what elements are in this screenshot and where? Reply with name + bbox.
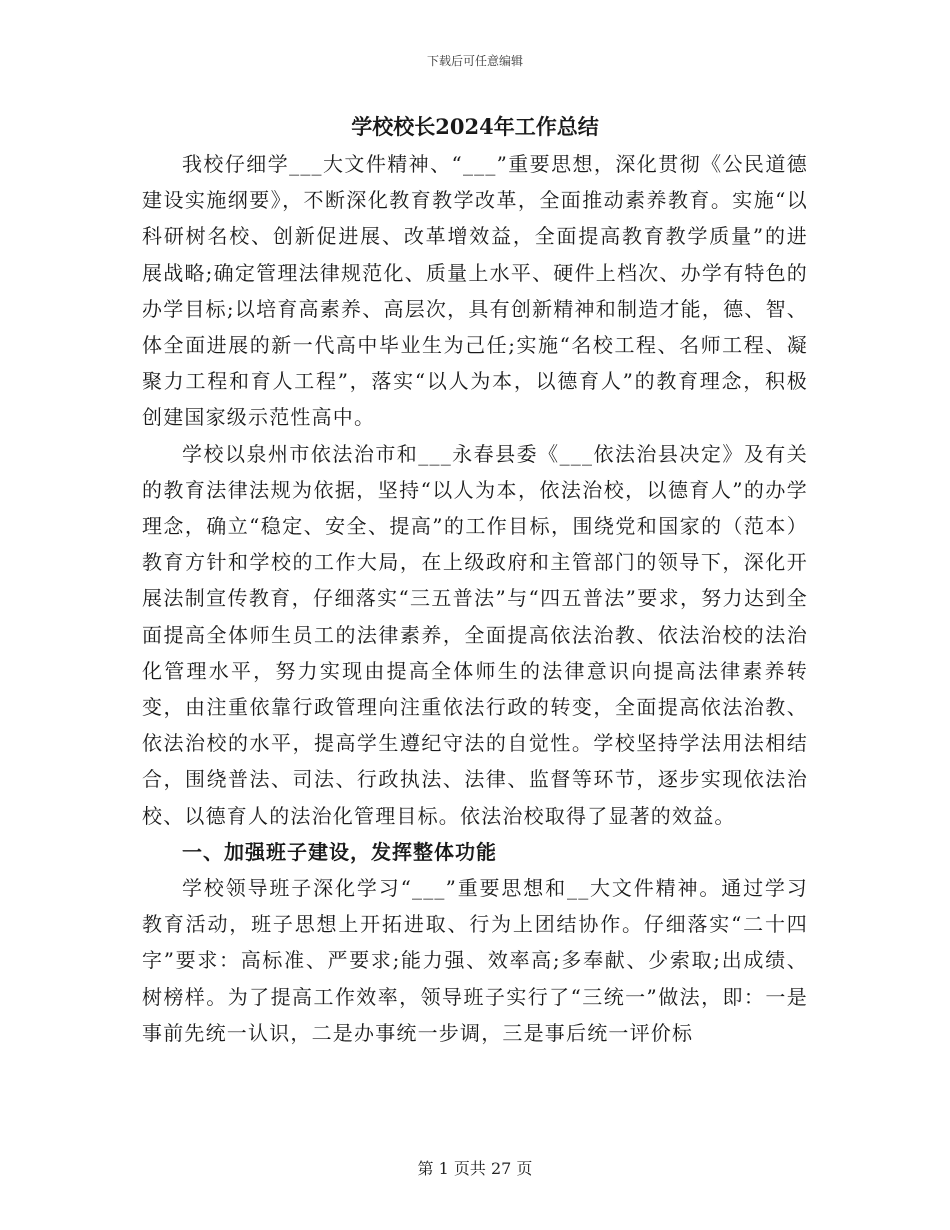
section-heading: 一、加强班子建设，发挥整体功能	[182, 839, 497, 864]
page-footer-number: 第 1 页共 27 页	[417, 1159, 533, 1178]
document-title: 学校校长2024年工作总结	[351, 114, 599, 139]
page-header-note: 下载后可任意编辑	[426, 54, 523, 68]
body-paragraph: 我校仔细学___大文件精神、“___”重要思想，深化贯彻《公民道德建设实施纲要》，不断深化教育教学改革，全面推动素养教育。实施“以科研树名校、创新促进展、改革增效益，全面提高教育教学质量”的进展战略;确定管理法律规范化、质量上水平、硬件上档次、办学有特色的办学目标;以培育高素养、高层次，具有创新精神和制造才能，德、智、体全面进展的新一代高中毕业生为己任;实施“名校工程、名师工程、凝聚力工程和育人工程”，落实“以人为本，以德育人”的教育理念，积极创建国家级示范性高中。	[142, 152, 808, 430]
body-paragraph: 学校以泉州市依法治市和___永春县委《___依法治县决定》及有关的教育法律法规为依据，坚持“以人为本，依法治校，以德育人”的办学理念，确立“稳定、安全、提高”的工作目标，围绕党和国家的（范本）教育方针和学校的工作大局，在上级政府和主管部门的领导下，深化开展法制宣传教育，仔细落实“三五普法”与“四五普法”要求，努力达到全面提高全体师生员工的法律素养，全面提高依法治教、依法治校的法治化管理水平，努力实现由提高全体师生的法律意识向提高法律素养转变，由注重依靠行政管理向注重依法行政的转变，全面提高依法治教、依法治校的水平，提高学生遵纪守法的自觉性。学校坚持学法用法相结合，围绕普法、司法、行政执法、法律、监督等环节，逐步实现依法治校、以德育人的法治化管理目标。依法治校取得了显著的效益。	[142, 441, 808, 828]
document-body	[142, 146, 808, 1051]
body-paragraph: 学校领导班子深化学习“___”重要思想和__大文件精神。通过学习教育活动，班子思想上开拓进取、行为上团结协作。仔细落实“二十四字”要求：高标准、严要求;能力强、效率高;多奉献、少索取;出成绩、树榜样。为了提高工作效率，领导班子实行了“三统一”做法，即：一是事前先统一认识，二是办事统一步调，三是事后统一评价标	[142, 876, 808, 1045]
